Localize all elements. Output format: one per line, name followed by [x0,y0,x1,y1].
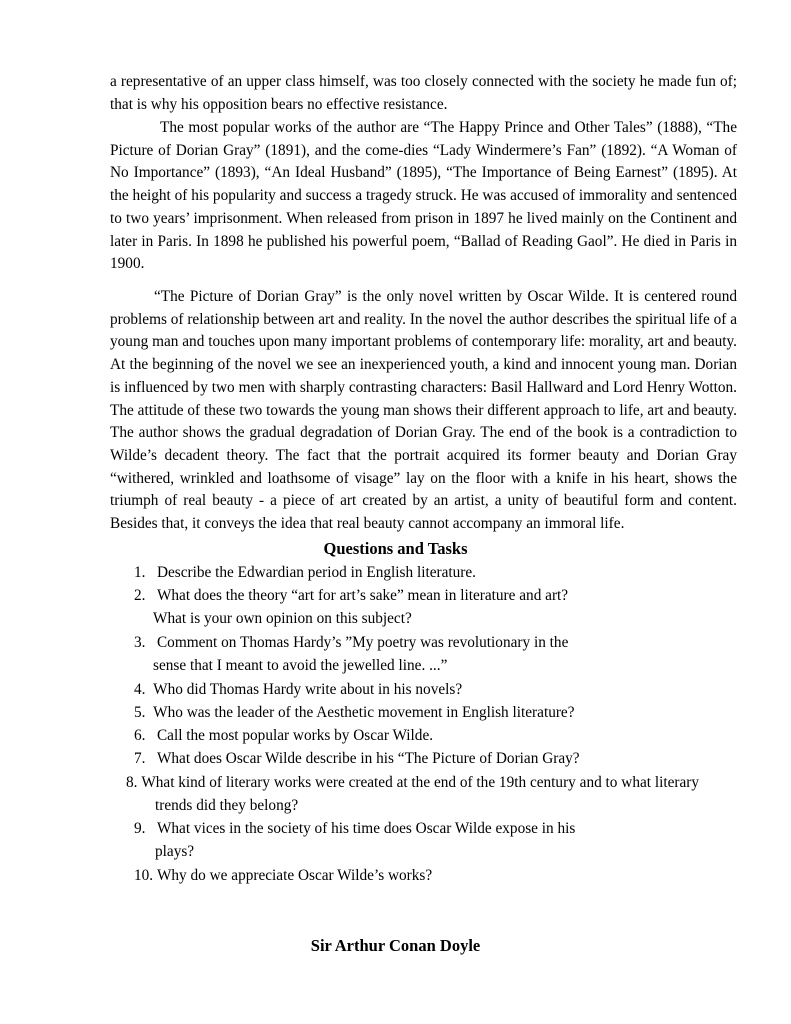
question-6 [134,725,433,748]
question-text: What does Oscar Wilde describe in his “The Picture of Dorian Gray? [156,750,580,767]
question-7 [134,748,580,771]
question-text: Comment on Thomas Hardy’s ”My poetry was revolutionary in the [156,634,569,651]
question-number: 6. [134,727,146,744]
question-text: Why do we appreciate Oscar Wilde’s works? [156,867,433,884]
question-number: 10. [134,867,154,884]
question-1 [134,562,476,585]
question-number: 2. [134,587,146,604]
question-number: 7. [134,750,146,767]
question-2 [134,585,568,608]
question-9 [134,818,575,841]
question-4 [134,679,462,702]
question-text: What does the theory “art for art’s sake” mean in literature and art? [156,587,569,604]
question-text: Call the most popular works by Oscar Wilde. [156,727,434,744]
section-heading-conan-doyle: Sir Arthur Conan Doyle [310,936,481,955]
question-3-continuation: sense that I meant to avoid the jewelled line. ...” [153,657,448,674]
paragraph-popular-works: The most popular works of the author are “The Happy Prince and Other Tales” (1888), “The Picture of Dorian Gray” (1891), and the come-dies “Lady Windermere’s Fan” (1892). “A Woman of No Importance” (1893), “An Ideal Husband” (1895), “The Importance of Being Earnest” (1895). At the height of his popularity and success a tragedy struck. He was accused of immorality and sentenced to two years’ imprisonment. When released from prison in 1897 he lived mainly on the Continent and later in Paris. In 1898 he published his powerful poem, “Ballad of Reading Gaol”. He died in Paris in 1900. [110,119,737,273]
question-number: 9. [134,820,146,837]
questions-heading: Questions and Tasks [323,539,468,558]
question-text: What vices in the society of his time does Oscar Wilde expose in his [156,820,576,837]
question-text: Who did Thomas Hardy write about in his novels? [153,681,463,698]
question-number: 4. [134,681,146,698]
question-number: 5. [134,704,146,721]
question-2-continuation: What is your own opinion on this subject? [153,610,412,627]
question-3 [134,632,568,655]
question-number: 3. [134,634,146,651]
question-9-continuation: plays? [155,843,195,860]
paragraph-upper-class: a representative of an upper class himself, was too closely connected with the society he made fun of; that is why his opposition bears no effective resistance. [110,73,737,113]
question-number: 1. [134,564,146,581]
question-text: Describe the Edwardian period in English literature. [156,564,476,581]
question-8 [126,772,699,795]
question-text: Who was the leader of the Aesthetic movement in English literature? [153,704,575,721]
question-5 [134,702,575,725]
question-10 [134,865,432,888]
paragraph-dorian-gray: “The Picture of Dorian Gray” is the only novel written by Oscar Wilde. It is centered round problems of relationship between art and reality. In the novel the author describes the spiritual life of a young man and touches upon many important problems of contemporary life: morality, art and beauty. At the beginning of the novel we see an inexperienced youth, a kind and innocent young man. Dorian is influenced by two men with sharply contrasting characters: Basil Hallward and Lord Henry Wotton. The attitude of these two towards the young man shows their different approach to life, art and beauty. The author shows the gradual degradation of Dorian Gray. The end of the book is a contradiction to Wilde’s decadent theory. The fact that the portrait acquired its former beauty and Dorian Gray “withered, wrinkled and loathsome of visage” lay on the floor with a knife in his heart, shows the triumph of real beauty - a piece of art created by an artist, a unity of beautiful form and content. Besides that, it conveys the idea that real beauty cannot accompany an immoral life. [110,288,737,533]
question-text: What kind of literary works were created at the end of the 19th century and to what literary [141,774,700,791]
question-number: 8. [126,774,138,791]
question-8-continuation: trends did they belong? [155,797,299,814]
